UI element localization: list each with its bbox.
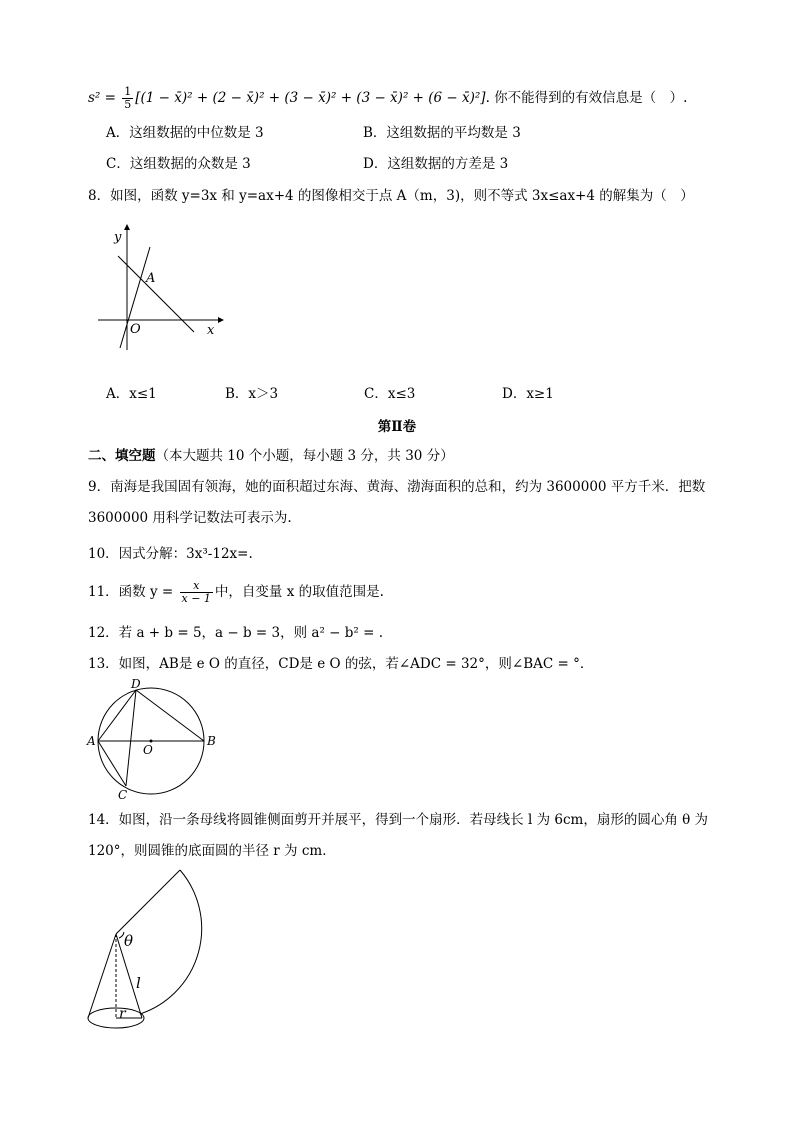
q13-label-c: C (118, 788, 128, 802)
q13-question: 13．如图，AB是 e O 的直径，CD是 e O 的弦，若∠ADC = 32°，则∠BAC = °． (88, 656, 594, 672)
q8-label-point-a: A (146, 271, 156, 286)
q14-sector-arc (140, 870, 202, 1014)
q13-chord-da (98, 690, 136, 741)
q14-label-l: l (136, 974, 141, 992)
q13-label-b: B (207, 734, 216, 748)
q11-question (88, 580, 384, 605)
q8-y-arrow (124, 224, 130, 230)
q7-formula-tail: . 你不能得到的有效信息是（ ）. (485, 90, 688, 106)
q11-prefix: 11．函数 y = (88, 584, 178, 600)
q8-option-a: A．x≤1 (106, 386, 157, 402)
q13-label-o: O (143, 743, 153, 757)
q8-x-arrow (218, 317, 224, 323)
q8-option-b: B．x＞3 (225, 386, 279, 402)
q10-question: 10．因式分解：3x³-12x=. (88, 546, 253, 562)
q11-fraction (180, 580, 213, 605)
q14-label-theta: θ (124, 932, 134, 950)
q14-line1: 14．如图，沿一条母线将圆锥侧面剪开并展平，得到一个扇形．若母线长 l 为 6cm，扇形的圆心角 θ 为 (88, 812, 709, 828)
section2-heading-rest: （本大题共 10 个小题，每小题 3 分，共 30 分） (155, 448, 454, 464)
q9-line2: 3600000 用科学记数法可表示为. (88, 510, 292, 526)
q7-formula-body: [(1 − x̄)² + (2 − x̄)² + (3 − x̄)² + (3 − x̄)² + (6 − x̄)²] (135, 90, 486, 106)
q11-suffix: 中，自变量 x 的取值范围是. (214, 584, 384, 600)
q7-option-a: A．这组数据的中位数是 3 (106, 125, 264, 141)
q13-label-a: A (87, 734, 96, 748)
q14-label-r: r (119, 1006, 126, 1022)
q13-circle-figure (85, 678, 225, 808)
q8-label-x: x (207, 323, 215, 338)
q8-label-y: y (114, 230, 122, 245)
q8-option-c: C．x≤3 (364, 386, 416, 402)
q13-label-d: D (131, 677, 141, 691)
q7-fraction (122, 86, 133, 111)
q8-question: 8．如图，函数 y=3x 和 y=ax+4 的图像相交于点 A（m，3)，则不等式 3x≤ax+4 的解集为（ ） (88, 188, 694, 204)
q7-option-b: B．这组数据的平均数是 3 (363, 125, 521, 141)
q11-frac-num: x (180, 580, 213, 593)
q13-chord-db (136, 690, 204, 741)
q7-option-c: C．这组数据的众数是 3 (106, 156, 251, 172)
q8-label-origin: O (130, 322, 141, 337)
section-title: 第Ⅱ卷 (377, 419, 417, 435)
q14-sector-edge (116, 870, 180, 934)
q12-question: 12．若 a + b = 5，a − b = 3，则 a² − b² = . (88, 625, 383, 641)
q9-line1: 9．南海是我国固有领海，她的面积超过东海、黄海、渤海面积的总和，约为 3600000 平方千米．把数 (88, 479, 706, 495)
q8-option-d: D．x≥1 (502, 386, 554, 402)
q7-frac-den: 5 (124, 98, 132, 111)
q11-frac-den: x − 1 (181, 592, 211, 605)
q7-frac-num: 1 (124, 85, 132, 98)
section2-heading-bold: 二、填空题 (88, 448, 156, 464)
q7-option-d: D．这组数据的方差是 3 (363, 156, 509, 172)
q13-chord-dc (126, 690, 136, 786)
q7-formula-line (88, 86, 687, 111)
q8-line-ax4 (118, 256, 194, 332)
q14-cone-left (88, 934, 116, 1018)
q7-formula-prefix: s² = (88, 90, 121, 106)
q13-chord-ac (98, 741, 126, 786)
q14-line2: 120°，则圆锥的底面圆的半径 r 为 cm． (88, 843, 336, 859)
section2-heading (88, 446, 454, 466)
q8-graph (90, 222, 230, 362)
q14-cone-figure (80, 866, 220, 1036)
